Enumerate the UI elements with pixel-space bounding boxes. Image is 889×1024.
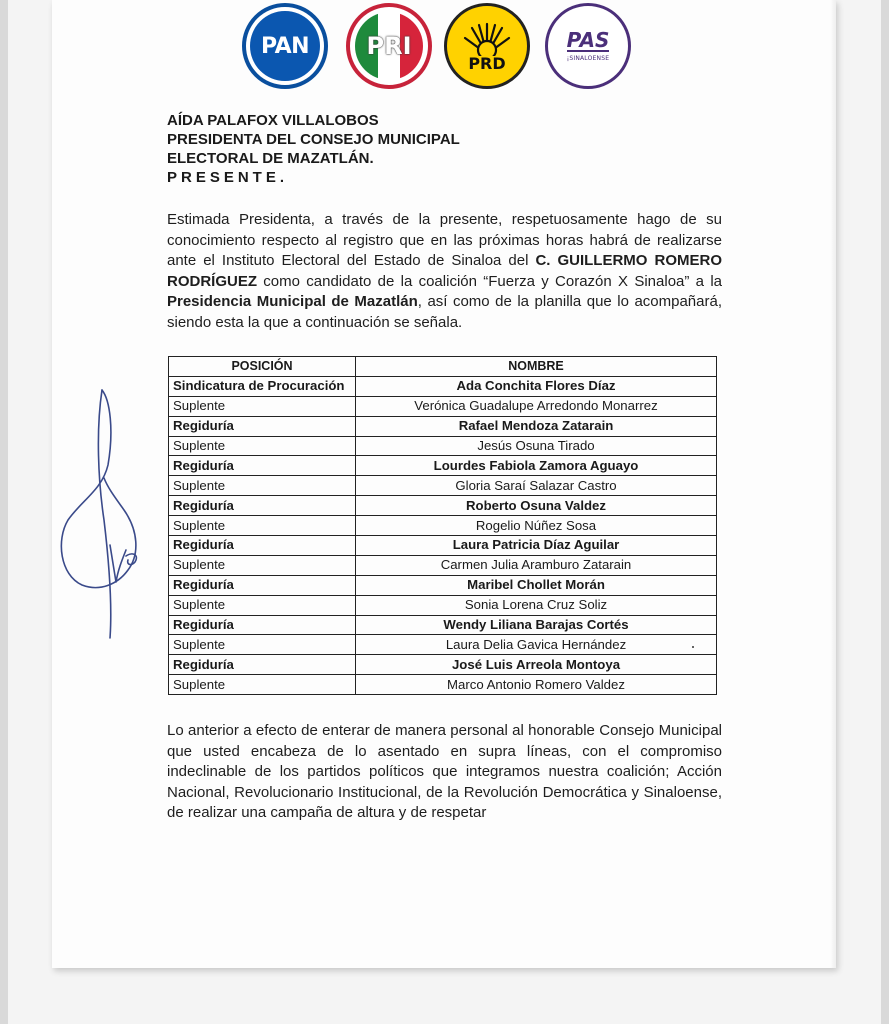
table-body xyxy=(169,376,717,694)
table-row xyxy=(169,516,717,536)
table-row xyxy=(169,436,717,456)
name-cell: Rogelio Núñez Sosa xyxy=(356,516,717,536)
table-row xyxy=(169,476,717,496)
position-cell: Regiduría xyxy=(169,496,356,516)
name-cell: Laura Delia Gavica Hernández xyxy=(356,635,717,655)
name-cell: Laura Patricia Díaz Aguilar xyxy=(356,536,717,556)
position-cell: Sindicatura de Procuración xyxy=(169,376,356,396)
prd-logo-text: PRD xyxy=(468,53,506,73)
table-row xyxy=(169,555,717,575)
closing-paragraph: Lo anterior a efecto de enterar de manera personal al honorable Consejo Municipal que usted encabeza de lo asentado en supra líneas, con el compromiso indeclinable de los partidos políticos que integramos nuestra coalición; Acción Nacional, Revolucionario Institucional, de la Revolución Democrática y Sinaloense, de realizar una campaña de altura y de respetar xyxy=(167,722,722,821)
presente-label: PRESENTE. xyxy=(167,169,289,186)
table-row xyxy=(169,456,717,476)
name-cell: Maribel Chollet Morán xyxy=(356,575,717,595)
document-page xyxy=(52,0,836,968)
office-name: Presidencia Municipal de Mazatlán xyxy=(167,293,418,310)
table-row xyxy=(169,376,717,396)
table-header-row xyxy=(169,357,717,377)
pan-logo-text: PAN xyxy=(260,33,310,59)
position-cell: Regiduría xyxy=(169,655,356,675)
addressee-title: PRESIDENTA DEL CONSEJO MUNICIPAL xyxy=(167,131,460,148)
position-cell: Suplente xyxy=(169,436,356,456)
pas-logo-text: PAS xyxy=(566,28,610,52)
stray-mark xyxy=(692,646,694,648)
intro-text-2: como candidato de la coalición “Fuerza y Corazón X Sinaloa” a la xyxy=(257,272,722,290)
name-cell: Sonia Lorena Cruz Soliz xyxy=(356,595,717,615)
position-cell: Regiduría xyxy=(169,416,356,436)
addressee-name: AÍDA PALAFOX VILLALOBOS xyxy=(167,112,379,129)
position-cell: Suplente xyxy=(169,675,356,695)
column-header-position: POSICIÓN xyxy=(169,357,356,377)
right-margin-strip xyxy=(881,0,889,1024)
name-cell: Carmen Julia Aramburo Zatarain xyxy=(356,555,717,575)
table-row xyxy=(169,496,717,516)
position-cell: Suplente xyxy=(169,516,356,536)
position-cell: Regiduría xyxy=(169,456,356,476)
sun-icon xyxy=(462,20,512,56)
intro-text-3: , así como de la planilla que lo acompañará, siendo esta la que a continuación se señala. xyxy=(167,293,722,331)
table-row xyxy=(169,575,717,595)
name-cell: Roberto Osuna Valdez xyxy=(356,496,717,516)
name-cell: Wendy Liliana Barajas Cortés xyxy=(356,615,717,635)
name-cell: Verónica Guadalupe Arredondo Monarrez xyxy=(356,396,717,416)
table-row xyxy=(169,536,717,556)
table-row xyxy=(169,396,717,416)
prd-logo xyxy=(444,3,530,89)
pri-logo xyxy=(346,3,432,89)
table-row xyxy=(169,635,717,655)
pri-logo-text: PRI xyxy=(366,32,412,60)
pas-logo xyxy=(545,3,631,89)
name-cell: Rafael Mendoza Zatarain xyxy=(356,416,717,436)
position-cell: Regiduría xyxy=(169,615,356,635)
addressee-block xyxy=(167,111,460,187)
table-row xyxy=(169,595,717,615)
position-cell: Suplente xyxy=(169,555,356,575)
addressee-title-cont: ELECTORAL DE MAZATLÁN. xyxy=(167,150,374,167)
table-row xyxy=(169,675,717,695)
position-cell: Regiduría xyxy=(169,575,356,595)
name-cell: Lourdes Fabiola Zamora Aguayo xyxy=(356,456,717,476)
position-cell: Suplente xyxy=(169,396,356,416)
candidate-name: C. GUILLERMO ROMERO RODRÍGUEZ xyxy=(167,252,722,290)
pas-logo-subtext: ¡SINALOENSE xyxy=(566,55,610,62)
table-row xyxy=(169,615,717,635)
table-row xyxy=(169,655,717,675)
party-logos xyxy=(52,3,836,95)
name-cell: Gloria Saraí Salazar Castro xyxy=(356,476,717,496)
position-cell: Suplente xyxy=(169,595,356,615)
left-margin-strip xyxy=(0,0,8,1024)
intro-text-1: Estimada Presidenta, a través de la presente, respetuosamente hago de su conocimiento respecto al registro que en las próximas horas habrá de realizarse ante el Instituto Electoral del Estado de Sinaloa del xyxy=(167,211,722,269)
position-cell: Suplente xyxy=(169,476,356,496)
pan-logo xyxy=(242,3,328,89)
column-header-name: NOMBRE xyxy=(356,357,717,377)
name-cell: Ada Conchita Flores Díaz xyxy=(356,376,717,396)
handwritten-signature xyxy=(52,370,182,650)
position-cell: Regiduría xyxy=(169,536,356,556)
name-cell: José Luis Arreola Montoya xyxy=(356,655,717,675)
name-cell: Marco Antonio Romero Valdez xyxy=(356,675,717,695)
name-cell: Jesús Osuna Tirado xyxy=(356,436,717,456)
position-cell: Suplente xyxy=(169,635,356,655)
table-row xyxy=(169,416,717,436)
candidates-table xyxy=(168,356,717,695)
intro-paragraph xyxy=(167,210,722,333)
